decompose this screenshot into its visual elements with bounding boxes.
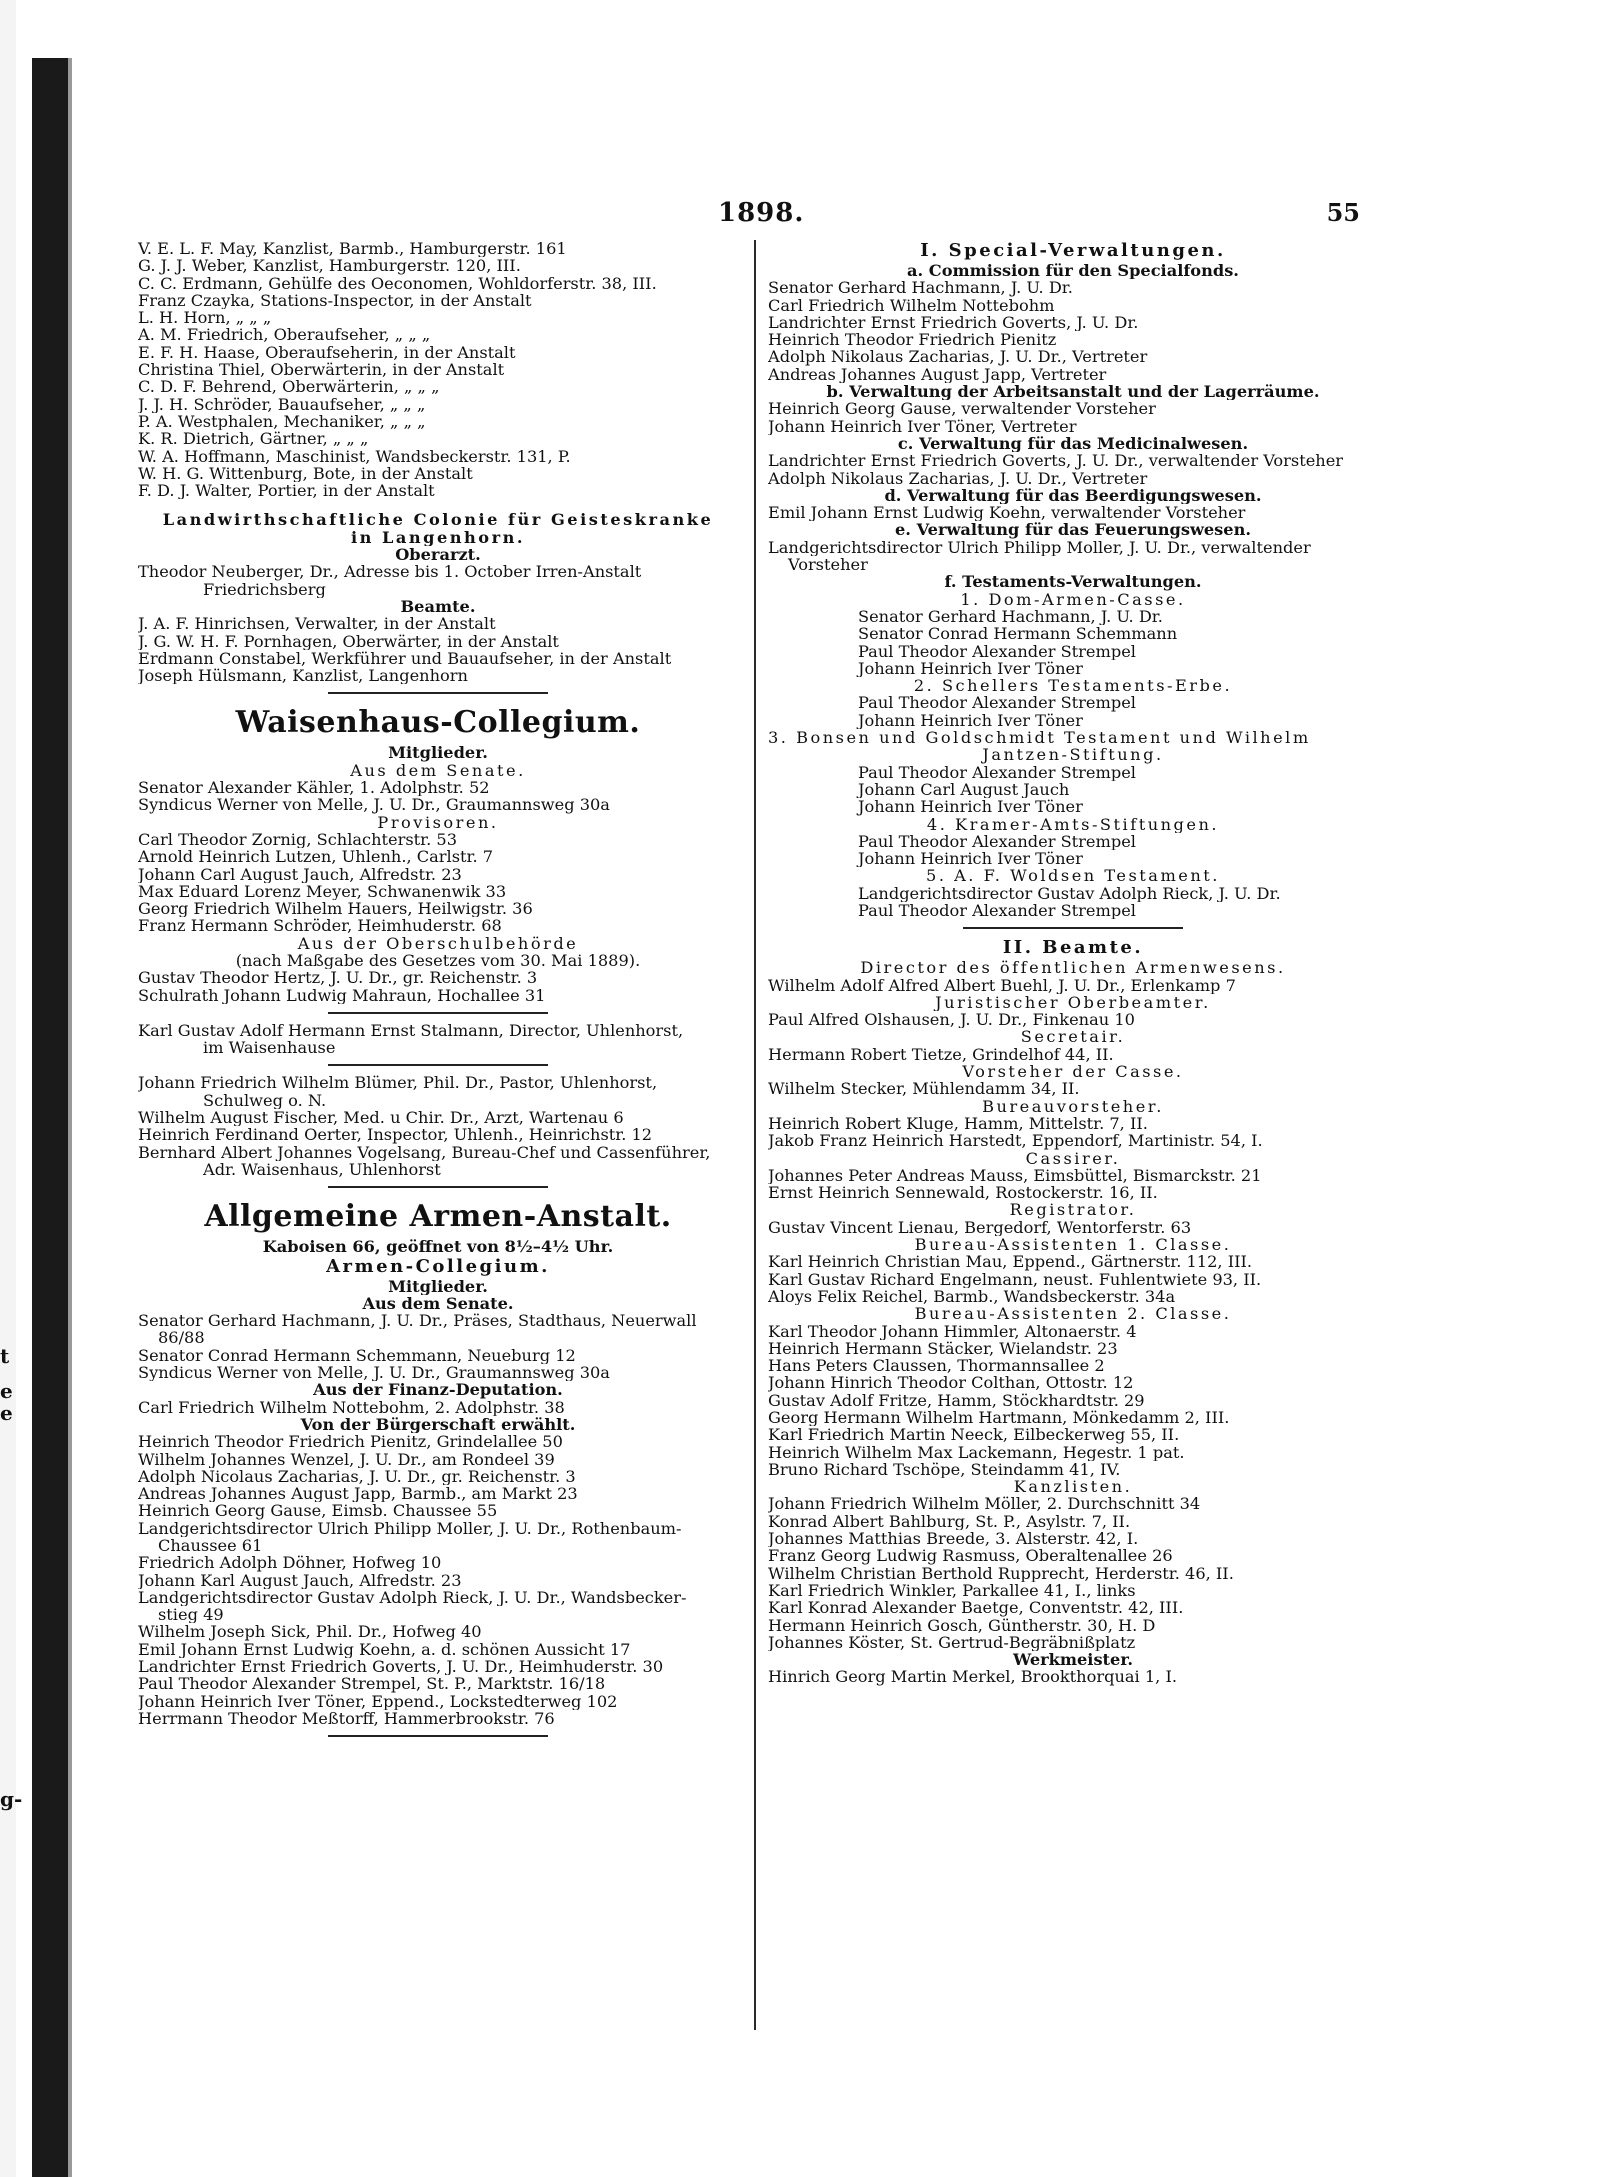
entry-line: Bruno Richard Tschöpe, Steindamm 41, IV. [768,1460,1121,1479]
entry-line: Johann Heinrich Iver Töner [858,850,1083,868]
section-heading: Waisenhaus-Collegium. [235,705,641,741]
section-heading: 1. Dom-Armen-Casse. [960,590,1186,608]
entry-line: Heinrich Hermann Stäcker, Wielandstr. 23 [768,1339,1118,1358]
section-heading: e. Verwaltung für das Feuerungswesen. [895,521,1251,539]
entry-line: Carl Friedrich Wilhelm Nottebohm, 2. Adolphstr. 38 [138,1398,565,1416]
page-year: 1898. [718,198,805,228]
section-heading: Juristischer Oberbeamter. [935,993,1211,1012]
entry-line: Chaussee 61 [158,1537,263,1555]
entry-line: Emil Johann Ernst Ludwig Koehn, verwaltender Vorsteher [768,504,1246,522]
section-heading: 5. A. F. Woldsen Testament. [926,867,1220,885]
entry-line: Johann Hinrich Theodor Colthan, Ottostr. 12 [768,1374,1134,1392]
entry-line: Wilhelm Adolf Alfred Albert Buehl, J. U. Dr., Erlenkamp 7 [768,976,1236,994]
entry-line: stieg 49 [158,1606,224,1624]
entry-line: Theodor Neuberger, Dr., Adresse bis 1. October Irren-Anstalt [138,563,642,581]
entry-line: Johann Carl August Jauch, Alfredstr. 23 [138,865,462,883]
entry-line: Johann Friedrich Wilhelm Möller, 2. Durchschnitt 34 [768,1495,1201,1513]
entry-line: Johann Heinrich Iver Töner [858,711,1083,730]
entry-line: J. J. H. Schröder, Bauaufseher, „ „ „ [138,395,426,413]
entry-line: V. E. L. F. May, Kanzlist, Barmb., Hamburgerstr. 161 [138,240,567,258]
entry-line: Heinrich Georg Gause, verwaltender Vorsteher [768,400,1156,418]
entry-line: Paul Theodor Alexander Strempel [858,642,1136,660]
section-heading: I. Special-Verwaltungen. [920,240,1226,261]
entry-line: Johann Karl August Jauch, Alfredstr. 23 [138,1571,462,1589]
section-heading: Allgemeine Armen-Anstalt. [204,1199,672,1235]
section-heading: Oberarzt. [395,546,481,564]
entry-line: Schulrath Johann Ludwig Mahraun, Hochallee 31 [138,986,546,1004]
entry-line: Hermann Heinrich Gosch, Güntherstr. 30, H. D [768,1616,1156,1634]
entry-line: Landgerichtsdirector Ulrich Philipp Moller, J. U. Dr., Rothenbaum- [138,1519,682,1537]
entry-line: Senator Gerhard Hachmann, J. U. Dr. [858,607,1163,626]
entry-line: E. F. H. Haase, Oberaufseherin, in der Anstalt [138,343,516,362]
margin-fragment: g- [0,1787,23,1811]
section-heading: c. Verwaltung für das Medicinalwesen. [897,434,1249,453]
entry-line: Heinrich Robert Kluge, Hamm, Mittelstr. 7, II. [768,1114,1148,1133]
entry-line: Hans Peters Claussen, Thormannsallee 2 [768,1357,1105,1375]
page-edge [0,0,16,2177]
entry-line: Syndicus Werner von Melle, J. U. Dr., Graumannsweg 30a [138,1364,610,1382]
section-heading: 3. Bonsen und Goldschmidt Testament und Wilhelm [768,729,1311,747]
entry-line: Karl Friedrich Martin Neeck, Eilbeckerweg 55, II. [768,1426,1180,1444]
section-heading: d. Verwaltung für das Beerdigungswesen. [884,486,1262,505]
entry-line: Carl Friedrich Wilhelm Nottebohm [768,296,1055,314]
entry-line: Heinrich Ferdinand Oerter, Inspector, Uhlenh., Heinrichstr. 12 [138,1126,653,1144]
entry-line: Johann Heinrich Iver Töner [858,659,1083,678]
entry-line: (nach Maßgabe des Gesetzes vom 30. Mai 1889). [235,951,641,970]
section-heading: Vorsteher der Casse. [962,1063,1184,1081]
entry-line: Wilhelm Christian Berthold Rupprecht, Herderstr. 46, II. [768,1564,1234,1582]
entry-line: Karl Konrad Alexander Baetge, Conventstr. 42, III. [768,1599,1184,1617]
entry-line: J. G. W. H. F. Pornhagen, Oberwärter, in der Anstalt [138,632,559,650]
entry-line: Georg Hermann Wilhelm Hartmann, Mönkedamm 2, III. [768,1409,1230,1427]
entry-line: Senator Gerhard Hachmann, J. U. Dr. [768,279,1073,297]
section-heading: Mitglieder. [388,744,488,762]
margin-fragment: e [0,1401,13,1425]
right-column [768,240,1378,1686]
entry-line: F. D. J. Walter, Portier, in der Anstalt [138,482,435,500]
entry-line: Paul Theodor Alexander Strempel [858,832,1136,851]
entry-line: 86/88 [158,1329,205,1347]
entry-line: Johann Carl August Jauch [858,780,1070,799]
entry-line: Gustav Theodor Hertz, J. U. Dr., gr. Reichenstr. 3 [138,969,538,987]
entry-line: Erdmann Constabel, Werkführer und Bauaufseher, in der Anstalt [138,649,672,668]
entry-line: Wilhelm Stecker, Mühlendamm 34, II. [768,1080,1080,1098]
entry-line: P. A. Westphalen, Mechaniker, „ „ „ [138,412,426,431]
book-spine-shadow [32,58,68,2177]
entry-line: Adr. Waisenhaus, Uhlenhorst [203,1160,441,1179]
spacer [138,499,738,511]
entry-line: Landgerichtsdirector Gustav Adolph Rieck, J. U. Dr. [858,884,1281,902]
column-divider [754,240,756,2030]
book-spine-edge [68,58,72,2177]
entry-line: Herrmann Theodor Meßtorff, Hammerbrookstr. 76 [138,1709,555,1728]
section-heading: Aus dem Senate. [350,761,526,780]
page-number: 55 [1326,198,1360,227]
entry-line: im Waisenhause [203,1039,336,1057]
entry-line: L. H. Horn, „ „ „ [138,309,272,327]
entry-line: Hermann Robert Tietze, Grindelhof 44, II. [768,1045,1114,1064]
entry-line: Hinrich Georg Martin Merkel, Brookthorquai 1, I. [768,1668,1177,1686]
entry-line: Friedrich Adolph Döhner, Hofweg 10 [138,1554,442,1572]
entry-line: Max Eduard Lorenz Meyer, Schwanenwik 33 [138,882,507,901]
section-heading: Von der Bürgerschaft erwählt. [300,1415,576,1434]
entry-line: Aloys Felix Reichel, Barmb., Wandsbeckerstr. 34a [768,1287,1176,1306]
entry-line: Carl Theodor Zornig, Schlachterstr. 53 [138,830,458,849]
margin-fragment: e [0,1379,13,1403]
entry-line: Adolph Nikolaus Zacharias, J. U. Dr., Vertreter [768,469,1148,487]
section-heading: 4. Kramer-Amts-Stiftungen. [926,815,1220,833]
entry-line: Karl Friedrich Winkler, Parkallee 41, I., links [768,1581,1136,1600]
section-heading: Secretair. [1020,1028,1126,1046]
entry-line: Heinrich Theodor Friedrich Pienitz, Grindelallee 50 [138,1433,563,1451]
entry-line: Johann Heinrich Iver Töner, Vertreter [768,417,1077,435]
entry-line: Wilhelm Joseph Sick, Phil. Dr., Hofweg 40 [138,1623,482,1641]
entry-line: Senator Conrad Hermann Schemmann, Neueburg 12 [138,1346,576,1365]
entry-line: Gustav Adolf Fritze, Hamm, Stöckhardtstr. 29 [768,1391,1145,1409]
entry-line: W. A. Hoffmann, Maschinist, Wandsbeckerstr. 131, P. [138,447,571,465]
entry-line: Franz Georg Ludwig Rasmuss, Oberaltenallee 26 [768,1547,1173,1565]
section-heading: Cassirer. [1025,1149,1121,1167]
section-heading: in Langenhorn. [350,528,526,547]
section-heading: Jantzen-Stiftung. [982,746,1164,764]
entry-line: Johann Heinrich Iver Töner [858,798,1083,816]
section-heading: Director des öffentlichen Armenwesens. [860,959,1286,977]
entry-line: Landrichter Ernst Friedrich Goverts, J. U. Dr., Heimhuderstr. 30 [138,1658,664,1676]
section-heading: b. Verwaltung der Arbeitsanstalt und der Lagerräume. [826,383,1320,401]
entry-line: Christina Thiel, Oberwärterin, in der Anstalt [138,361,505,379]
entry-line: Joseph Hülsmann, Kanzlist, Langenhorn [138,667,468,685]
section-heading: Bureau-Assistenten 2. Classe. [914,1305,1232,1323]
entry-line: Schulweg o. N. [203,1091,327,1110]
left-column [138,240,738,1745]
section-heading: Aus der Oberschulbehörde [297,934,579,952]
section-rule [328,1186,548,1188]
entry-line: Landgerichtsdirector Ulrich Philipp Moller, J. U. Dr., verwaltender [768,538,1311,557]
entry-line: Friedrichsberg [203,580,326,598]
page-header [130,198,1360,230]
entry-line: Landrichter Ernst Friedrich Goverts, J. U. Dr., verwaltender Vorsteher [768,452,1344,470]
entry-line: Heinrich Wilhelm Max Lackemann, Hegestr. 1 pat. [768,1443,1185,1461]
section-heading: Provisoren. [377,813,499,831]
entry-line: Landgerichtsdirector Gustav Adolph Rieck, J. U. Dr., Wandsbecker- [138,1588,687,1607]
section-heading: 2. Schellers Testaments-Erbe. [913,677,1233,695]
entry-line: Ernst Heinrich Sennewald, Rostockerstr. 16, II. [768,1184,1158,1202]
entry-line: Gustav Vincent Lienau, Bergedorf, Wentorferstr. 63 [768,1218,1192,1237]
entry-line: Paul Theodor Alexander Strempel [858,763,1136,781]
section-heading: Werkmeister. [1012,1651,1134,1669]
entry-line: Karl Gustav Adolf Hermann Ernst Stalmann, Director, Uhlenhorst, [138,1021,684,1040]
section-heading: Registrator. [1009,1201,1137,1219]
section-heading: Beamte. [400,597,476,616]
entry-line: Adolph Nikolaus Zacharias, J. U. Dr., Vertreter [768,348,1148,366]
entry-line: Heinrich Georg Gause, Eimsb. Chaussee 55 [138,1502,498,1520]
entry-line: Wilhelm Johannes Wenzel, J. U. Dr., am Rondeel 39 [138,1450,555,1468]
entry-line: Paul Alfred Olshausen, J. U. Dr., Finkenau 10 [768,1011,1135,1029]
section-heading: Aus der Finanz-Deputation. [313,1381,563,1399]
entry-line: G. J. J. Weber, Kanzlist, Hamburgerstr. 120, III. [138,257,521,275]
entry-line: W. H. G. Wittenburg, Bote, in der Anstalt [138,464,473,483]
section-heading: Kanzlisten. [1013,1478,1133,1496]
entry-line: Heinrich Theodor Friedrich Pienitz [768,331,1057,349]
section-rule [963,927,1183,929]
entry-line: Johannes Matthias Breede, 3. Alsterstr. 42, I. [768,1530,1139,1548]
entry-line: Paul Theodor Alexander Strempel, St. P., Marktstr. 16/18 [138,1675,606,1693]
entry-line: Andreas Johannes August Japp, Vertreter [768,365,1107,384]
section-rule [328,1735,548,1737]
entry-line: Paul Theodor Alexander Strempel [858,901,1136,920]
entry-line: Senator Gerhard Hachmann, J. U. Dr., Präses, Stadthaus, Neuerwall [138,1312,697,1330]
entry-line: Konrad Albert Bahlburg, St. P., Asylstr. 7, II. [768,1512,1131,1531]
section-rule [328,692,548,694]
margin-fragment: t [0,1344,10,1368]
entry-line: K. R. Dietrich, Gärtner, „ „ „ [138,430,369,448]
section-rule [328,1064,548,1066]
entry-line: C. D. F. Behrend, Oberwärterin, „ „ „ [138,378,440,396]
section-heading: Landwirthschaftliche Colonie für Geisteskranke [162,511,714,529]
section-heading: f. Testaments-Verwaltungen. [944,573,1202,591]
entry-line: Johannes Peter Andreas Mauss, Eimsbüttel, Bismarckstr. 21 [768,1166,1262,1185]
section-heading: Bureau-Assistenten 1. Classe. [914,1236,1232,1254]
entry-line: Paul Theodor Alexander Strempel [858,694,1136,712]
section-heading: II. Beamte. [1002,937,1144,959]
entry-line: Emil Johann Ernst Ludwig Koehn, a. d. schönen Aussicht 17 [138,1640,631,1659]
entry-line: C. C. Erdmann, Gehülfe des Oeconomen, Wohldorferstr. 38, III. [138,274,657,292]
entry-line: J. A. F. Hinrichsen, Verwalter, in der Anstalt [138,615,496,633]
section-heading: Kaboisen 66, geöffnet von 8½–4½ Uhr. [262,1238,614,1256]
entry-line: Senator Alexander Kähler, 1. Adolphstr. 52 [138,779,490,797]
entry-line: Karl Heinrich Christian Mau, Eppend., Gärtnerstr. 112, III. [768,1253,1253,1271]
entry-line: Syndicus Werner von Melle, J. U. Dr., Graumannsweg 30a [138,796,610,814]
entry-line: Wilhelm August Fischer, Med. u Chir. Dr., Arzt, Wartenau 6 [138,1109,624,1127]
entry-line: Landrichter Ernst Friedrich Goverts, J. U. Dr. [768,313,1139,332]
entry-line: Adolph Nicolaus Zacharias, J. U. Dr., gr. Reichenstr. 3 [138,1467,576,1486]
entry-line: Karl Gustav Richard Engelmann, neust. Fuhlentwiete 93, II. [768,1270,1262,1288]
section-rule [328,1012,548,1014]
entry-line: Karl Theodor Johann Himmler, Altonaerstr. 4 [768,1322,1137,1340]
entry-line: A. M. Friedrich, Oberaufseher, „ „ „ [138,326,431,344]
entry-line: Senator Conrad Hermann Schemmann [858,625,1178,643]
entry-line: Franz Czayka, Stations-Inspector, in der Anstalt [138,291,532,310]
entry-line: Franz Hermann Schröder, Heimhuderstr. 68 [138,917,502,935]
entry-line: Jakob Franz Heinrich Harstedt, Eppendorf, Martinistr. 54, I. [768,1132,1263,1150]
section-heading: Armen-Collegium. [326,1255,550,1277]
entry-line: Andreas Johannes August Japp, Barmb., am Markt 23 [138,1485,578,1503]
section-heading: Aus dem Senate. [362,1294,514,1313]
entry-line: Vorsteher [788,556,868,574]
entry-line: Georg Friedrich Wilhelm Hauers, Heilwigstr. 36 [138,900,533,918]
entry-line: Arnold Heinrich Lutzen, Uhlenh., Carlstr. 7 [138,848,494,866]
section-heading: a. Commission für den Specialfonds. [907,262,1239,280]
entry-line: Johann Friedrich Wilhelm Blümer, Phil. Dr., Pastor, Uhlenhorst, [138,1074,658,1092]
entry-line: Johannes Köster, St. Gertrud-Begräbnißplatz [768,1633,1136,1652]
entry-line: Johann Heinrich Iver Töner, Eppend., Lockstedterweg 102 [138,1692,618,1710]
section-heading: Bureauvorsteher. [982,1097,1164,1115]
entry-line: Bernhard Albert Johannes Vogelsang, Bureau-Chef und Cassenführer, [138,1143,711,1161]
section-heading: Mitglieder. [388,1277,488,1295]
